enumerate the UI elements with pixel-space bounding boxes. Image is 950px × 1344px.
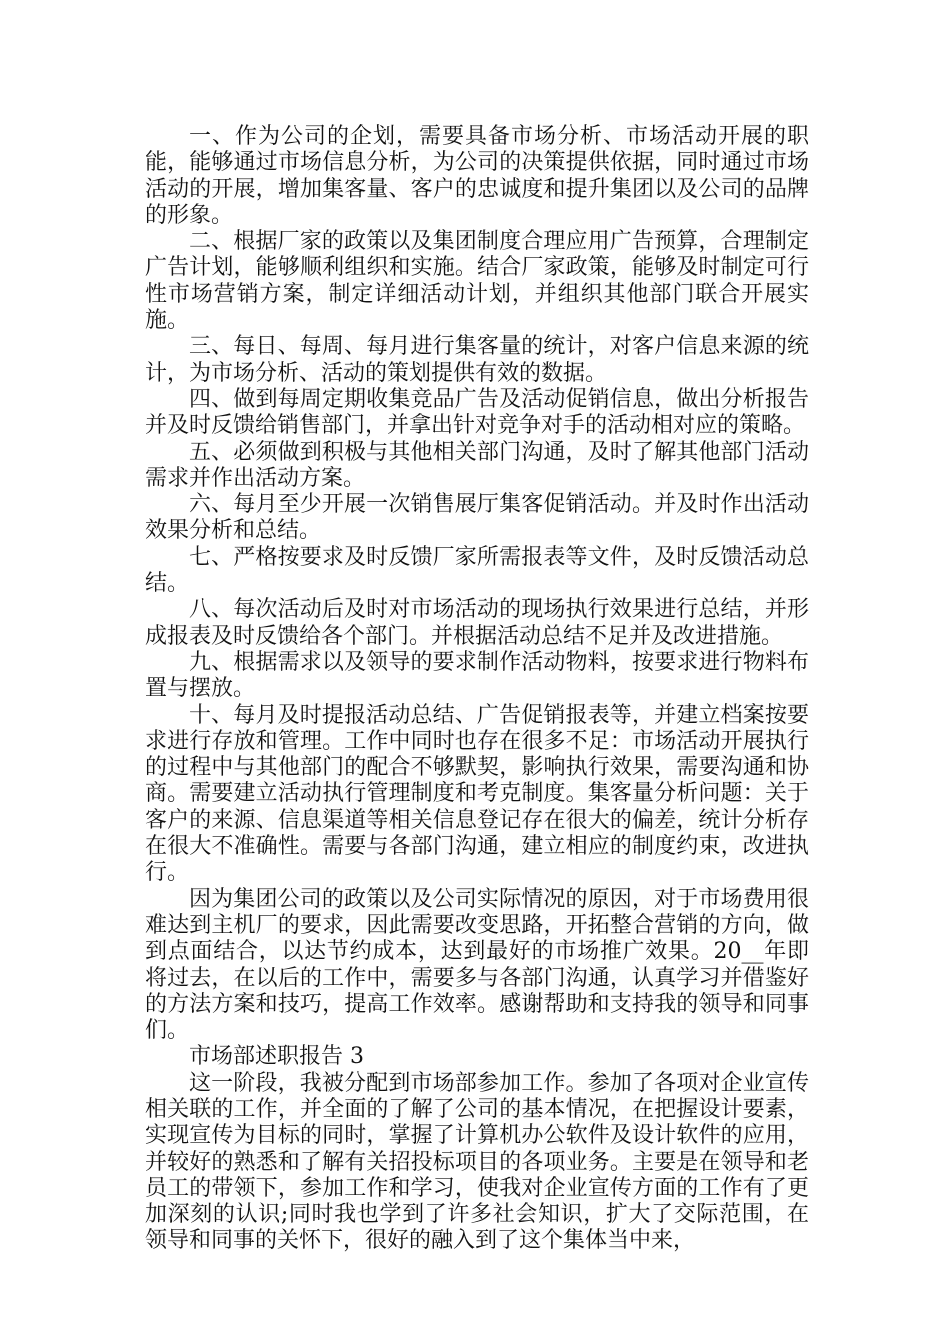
paragraph-9: 九、根据需求以及领导的要求制作活动物料，按要求进行物料布置与摆放。 (145, 649, 809, 702)
paragraph-8: 八、每次活动后及时对市场活动的现场执行效果进行总结，并形成报表及时反馈给各个部门。并根据活动总结不足并及改进措施。 (145, 597, 809, 649)
paragraph-10: 十、每月及时提报活动总结、广告促销报表等，并建立档案按要求进行存放和管理。工作中同时也存在很多不足：市场活动开展执行的过程中与其他部门的配合不够默契，影响执行效果，需要沟通和协商。需要建立活动执行管理制度和考克制度。集客量分析问题：关于客户的来源、信息渠道等相关信息登记存在很大的偏差，统计分析存在很大不准确性。需要与各部门沟通，建立相应的制度约束，改进执行。 (145, 702, 809, 886)
paragraph-4: 四、做到每周定期收集竞品广告及活动促销信息，做出分析报告并及时反馈给销售部门，并拿出针对竞争对手的活动相对应的策略。 (145, 386, 809, 439)
paragraph-2: 二、根据厂家的政策以及集团制度合理应用广告预算，合理制定广告计划，能够顺利组织和实施。结合厂家政策，能够及时制定可行性市场营销方案，制定详细活动计划，并组织其他部门联合开展实施。 (145, 229, 809, 334)
closing-paragraph: 这一阶段，我被分配到市场部参加工作。参加了各项对企业宣传相关联的工作，并全面的了解了公司的基本情况，在把握设计要素，实现宣传为目标的同时，掌握了计算机办公软件及设计软件的应用，并较好的熟悉和了解有关招投标项目的各项业务。主要是在领导和老员工的带领下，参加工作和学习，使我对企业宣传方面的工作有了更加深刻的认识;同时我也学到了许多社会知识，扩大了交际范围，在领导和同事的关怀下，很好的融入到了这个集体当中来， (145, 1070, 809, 1254)
paragraph-5: 五、必须做到积极与其他相关部门沟通，及时了解其他部门活动需求并作出活动方案。 (145, 439, 809, 491)
paragraph-1: 一、作为公司的企划，需要具备市场分析、市场活动开展的职能，能够通过市场信息分析，为公司的决策提供依据，同时通过市场活动的开展，增加集客量、客户的忠诚度和提升集团以及公司的品牌的形象。 (145, 124, 809, 228)
paragraph-3: 三、每日、每周、每月进行集客量的统计，对客户信息来源的统计，为市场分析、活动的策划提供有效的数据。 (145, 334, 809, 386)
paragraph-11: 因为集团公司的政策以及公司实际情况的原因，对于市场费用很难达到主机厂的要求，因此需要改变思路，开拓整合营销的方向，做到点面结合，以达节约成本，达到最好的市场推广效果。20__年即将过去，在以后的工作中，需要多与各部门沟通，认真学习并借鉴好的方法方案和技巧，提高工作效率。感谢帮助和支持我的领导和同事们。 (145, 886, 809, 1044)
paragraph-6: 六、每月至少开展一次销售展厅集客促销活动。并及时作出活动效果分析和总结。 (145, 492, 809, 544)
document-body (145, 124, 809, 1255)
paragraph-7: 七、严格按要求及时反馈厂家所需报表等文件，及时反馈活动总结。 (145, 544, 809, 597)
section-heading: 市场部述职报告 3 (189, 1044, 364, 1070)
